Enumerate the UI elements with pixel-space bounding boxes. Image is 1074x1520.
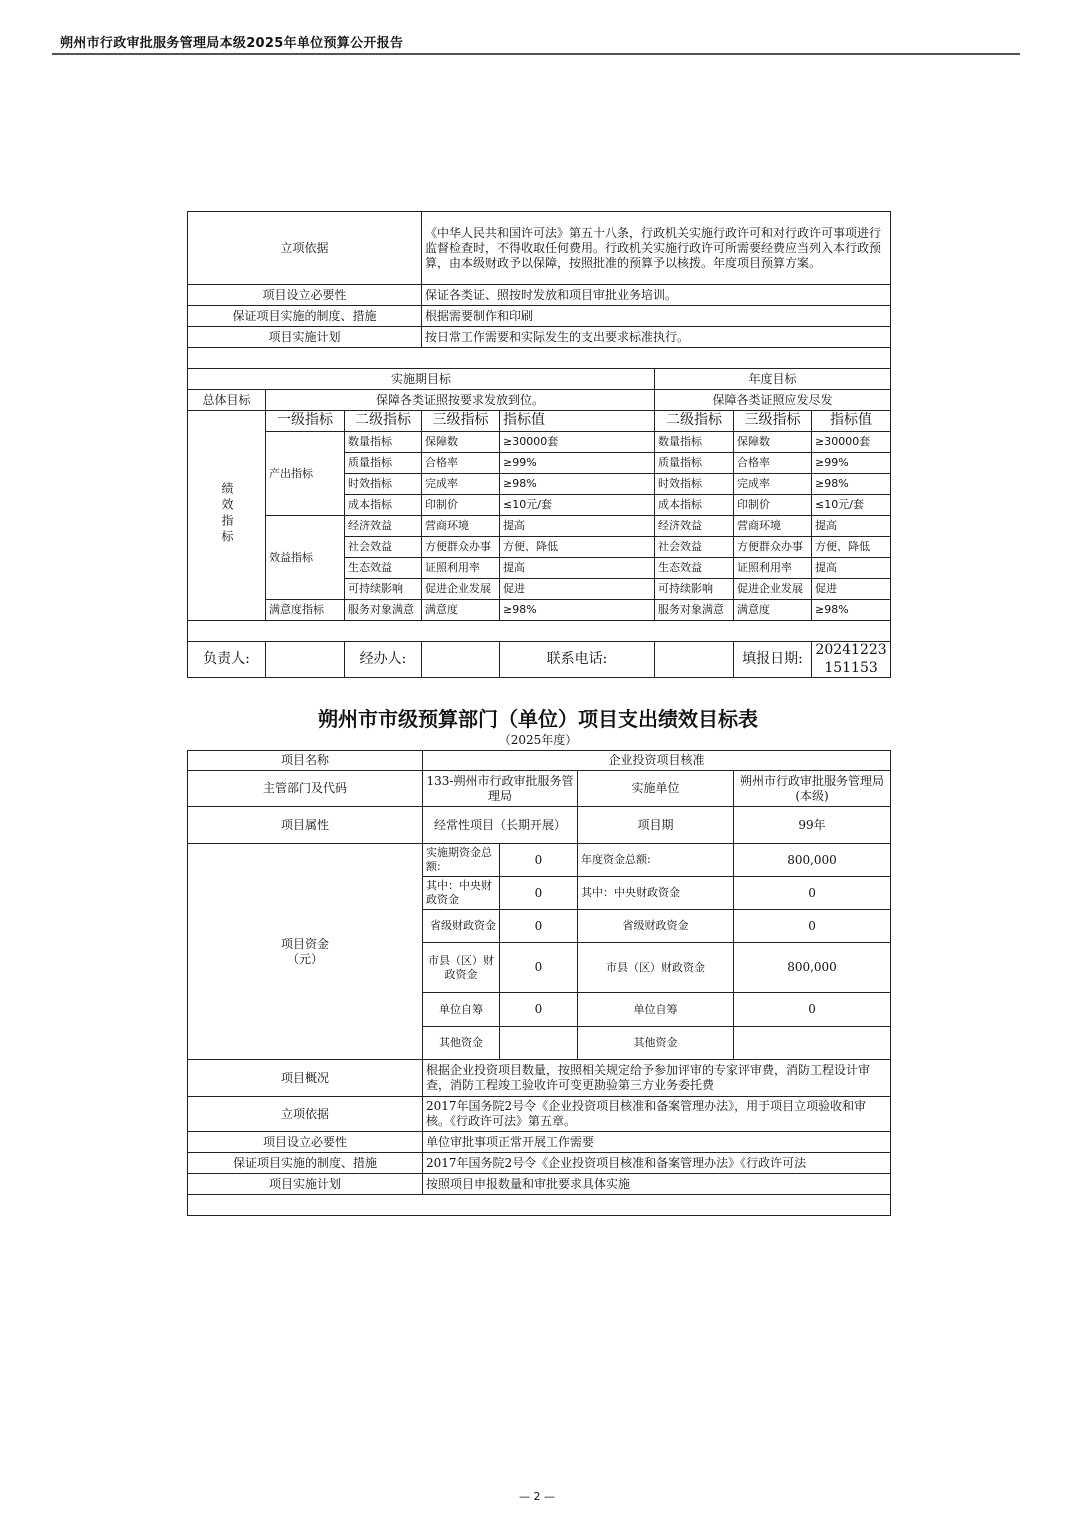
handler-label: 经办人: [345, 642, 422, 678]
indicator-value-annual: ≥98% [812, 474, 891, 495]
project-funds-unit: （元） [286, 951, 323, 966]
annual-goal-header: 年度目标 [655, 369, 891, 390]
indicator-l3: 促进企业发展 [422, 579, 500, 600]
fund-value: 0 [500, 910, 578, 943]
fund-value [500, 1027, 578, 1060]
impl-unit-value: 朔州市行政审批服务管理局(本级) [734, 771, 891, 807]
indicator-value-annual: 方便、降低 [812, 537, 891, 558]
attr-label: 项目属性 [188, 807, 423, 844]
overview-label: 项目概况 [188, 1060, 423, 1097]
report-header: 朔州市行政审批服务管理局本级2025年单位预算公开报告 [60, 36, 404, 51]
period-value: 99年 [734, 807, 891, 844]
indicator-l3-annual: 促进企业发展 [734, 579, 812, 600]
fund-value-annual: 0 [734, 877, 891, 910]
fund-item: 省级财政资金 [423, 910, 500, 943]
measures-label-2: 保证项目实施的制度、措施 [188, 1153, 423, 1174]
fund-value: 0 [500, 993, 578, 1027]
indicator-l3-annual: 合格率 [734, 453, 812, 474]
fund-value-annual: 0 [734, 910, 891, 943]
indicator-l2-annual: 数量指标 [655, 432, 734, 453]
measures-label: 保证项目实施的制度、措施 [188, 306, 422, 327]
indicator-value: 提高 [500, 558, 655, 579]
basis-text: 《中华人民共和国许可法》第五十八条，行政机关实施行政许可和对行政许可事项进行监督检查时，不得收取任何费用。行政机关实施行政许可所需要经费应当列入本行政预算，由本级财政予以保障，按照批准的预算予以核拨。年度项目预算方案。 [422, 212, 891, 285]
indicator-l2-annual: 可持续影响 [655, 579, 734, 600]
necessity-label: 项目设立必要性 [188, 285, 422, 306]
indicator-l3: 印制价 [422, 495, 500, 516]
project-name-label: 项目名称 [188, 751, 423, 771]
indicator-l2: 数量指标 [345, 432, 422, 453]
indicator-l2-annual: 经济效益 [655, 516, 734, 537]
measures-text: 根据需要制作和印刷 [422, 306, 891, 327]
indicator-value-annual: 促进 [812, 579, 891, 600]
page-number: — 2 — [519, 1490, 555, 1503]
fund-value: 0 [500, 943, 578, 993]
performance-target-table-2 [187, 750, 891, 1216]
basis-label: 立项依据 [188, 212, 422, 285]
fund-item: 单位自筹 [423, 993, 500, 1027]
overview-text: 根据企业投资项目数量，按照相关规定给予参加评审的专家评审费，消防工程设计审查，消防工程竣工验收许可变更勘验第三方业务委托费 [423, 1060, 891, 1097]
impl-unit-label: 实施单位 [578, 771, 734, 807]
fund-value: 0 [500, 877, 578, 910]
attr-value: 经常性项目（长期开展） [423, 807, 578, 844]
fund-value: 0 [500, 844, 578, 877]
indicator-l2-annual: 成本指标 [655, 495, 734, 516]
overall-goal-period: 保障各类证照按要求发放到位。 [266, 390, 655, 411]
necessity-text: 保证各类证、照按时发放和项目审批业务培训。 [422, 285, 891, 306]
indicator-l3-annual: 满意度 [734, 600, 812, 621]
indicator-value: ≥98% [500, 474, 655, 495]
plan-text-2: 按照项目申报数量和审批要求具体实施 [423, 1174, 891, 1195]
table2-title: 朔州市市级预算部门（单位）项目支出绩效目标表 [318, 707, 758, 731]
indicator-l2-annual: 时效指标 [655, 474, 734, 495]
project-funds-label [188, 844, 423, 1060]
dept-value: 133-朔州市行政审批服务管理局 [423, 771, 578, 807]
indicator-l2: 成本指标 [345, 495, 422, 516]
indicator-l3: 方便群众办事 [422, 537, 500, 558]
fund-item: 实施期资金总额: [423, 844, 500, 877]
col-value: 指标值 [500, 411, 655, 432]
indicator-value-annual: ≤10元/套 [812, 495, 891, 516]
fund-item-annual: 其中：中央财政资金 [578, 877, 734, 910]
fund-value-annual: 0 [734, 993, 891, 1027]
fund-item: 其他资金 [423, 1027, 500, 1060]
indicator-l3-annual: 保障数 [734, 432, 812, 453]
indicator-l2: 可持续影响 [345, 579, 422, 600]
blank-row [188, 621, 891, 642]
indicator-l2: 质量指标 [345, 453, 422, 474]
fund-value-annual [734, 1027, 891, 1060]
responsible-label: 负责人: [188, 642, 266, 678]
indicator-l3-annual: 证照利用率 [734, 558, 812, 579]
plan-label-2: 项目实施计划 [188, 1174, 423, 1195]
period-goal-header: 实施期目标 [188, 369, 655, 390]
overall-goal-annual: 保障各类证照应发尽发 [655, 390, 891, 411]
indicator-value: ≥98% [500, 600, 655, 621]
indicator-value: ≥99% [500, 453, 655, 474]
header-divider [52, 53, 1020, 55]
indicator-l3-annual: 营商环境 [734, 516, 812, 537]
performance-indicators-label [188, 411, 266, 621]
indicator-value: ≥30000套 [500, 432, 655, 453]
plan-text: 按日常工作需要和实际发生的支出要求标准执行。 [422, 327, 891, 348]
indicator-l2: 生态效益 [345, 558, 422, 579]
period-label: 项目期 [578, 807, 734, 844]
indicator-l3-annual: 方便群众办事 [734, 537, 812, 558]
indicator-l3: 合格率 [422, 453, 500, 474]
group-satisfaction: 满意度指标 [266, 600, 345, 621]
indicator-l2-annual: 社会效益 [655, 537, 734, 558]
indicator-l3: 营商环境 [422, 516, 500, 537]
performance-indicators-text: 绩效指标 [220, 481, 234, 546]
blank-row [188, 348, 891, 369]
indicator-l2: 服务对象满意 [345, 600, 422, 621]
indicator-value: 方便、降低 [500, 537, 655, 558]
phone-label: 联系电话: [500, 642, 655, 678]
col-level2: 二级指标 [345, 411, 422, 432]
col-level3: 三级指标 [422, 411, 500, 432]
basis-label-2: 立项依据 [188, 1097, 423, 1132]
fund-value-annual: 800,000 [734, 943, 891, 993]
indicator-l3: 保障数 [422, 432, 500, 453]
phone-value [655, 642, 734, 678]
indicator-l3: 证照利用率 [422, 558, 500, 579]
indicator-l2: 时效指标 [345, 474, 422, 495]
fill-date-value: 20241223151153 [812, 642, 891, 678]
col-level3-annual: 三级指标 [734, 411, 812, 432]
basis-text-2: 2017年国务院2号令《企业投资项目核准和备案管理办法》，用于项目立项验收和审核。《行政许可法》第五章。 [423, 1097, 891, 1132]
fund-item-annual: 市县（区）财政资金 [578, 943, 734, 993]
dept-label: 主管部门及代码 [188, 771, 423, 807]
overall-goal-label: 总体目标 [188, 390, 266, 411]
fund-item-annual: 省级财政资金 [578, 910, 734, 943]
measures-text-2: 2017年国务院2号令《企业投资项目核准和备案管理办法》《行政许可法 [423, 1153, 891, 1174]
necessity-text-2: 单位审批事项正常开展工作需要 [423, 1132, 891, 1153]
group-benefit: 效益指标 [266, 516, 345, 600]
indicator-l2: 社会效益 [345, 537, 422, 558]
blank-row [188, 1195, 891, 1216]
fund-item-annual: 其他资金 [578, 1027, 734, 1060]
col-level2-annual: 二级指标 [655, 411, 734, 432]
indicator-value: 提高 [500, 516, 655, 537]
fund-item: 市县（区）财政资金 [423, 943, 500, 993]
necessity-label-2: 项目设立必要性 [188, 1132, 423, 1153]
handler-value [422, 642, 500, 678]
indicator-value: 促进 [500, 579, 655, 600]
indicator-l3: 完成率 [422, 474, 500, 495]
fund-value-annual: 800,000 [734, 844, 891, 877]
responsible-value [266, 642, 345, 678]
indicator-value-annual: ≥98% [812, 600, 891, 621]
indicator-l3: 满意度 [422, 600, 500, 621]
col-value-annual: 指标值 [812, 411, 891, 432]
indicator-l3-annual: 完成率 [734, 474, 812, 495]
indicator-l2: 经济效益 [345, 516, 422, 537]
col-level1: 一级指标 [266, 411, 345, 432]
fill-date-label: 填报日期: [734, 642, 812, 678]
indicator-value-annual: 提高 [812, 558, 891, 579]
indicator-l3-annual: 印制价 [734, 495, 812, 516]
indicator-value-annual: ≥30000套 [812, 432, 891, 453]
fund-item-annual: 年度资金总额: [578, 844, 734, 877]
performance-target-table-1 [187, 211, 891, 678]
indicator-value-annual: ≥99% [812, 453, 891, 474]
project-funds-text: 项目资金 [280, 936, 329, 951]
indicator-l2-annual: 质量指标 [655, 453, 734, 474]
fund-item-annual: 单位自筹 [578, 993, 734, 1027]
indicator-l2-annual: 生态效益 [655, 558, 734, 579]
group-output: 产出指标 [266, 432, 345, 516]
fund-item: 其中：中央财政资金 [423, 877, 500, 910]
project-name-value: 企业投资项目核准 [423, 751, 891, 771]
indicator-value: ≤10元/套 [500, 495, 655, 516]
indicator-l2-annual: 服务对象满意 [655, 600, 734, 621]
table2-subtitle: （2025年度） [498, 733, 578, 747]
plan-label: 项目实施计划 [188, 327, 422, 348]
indicator-value-annual: 提高 [812, 516, 891, 537]
